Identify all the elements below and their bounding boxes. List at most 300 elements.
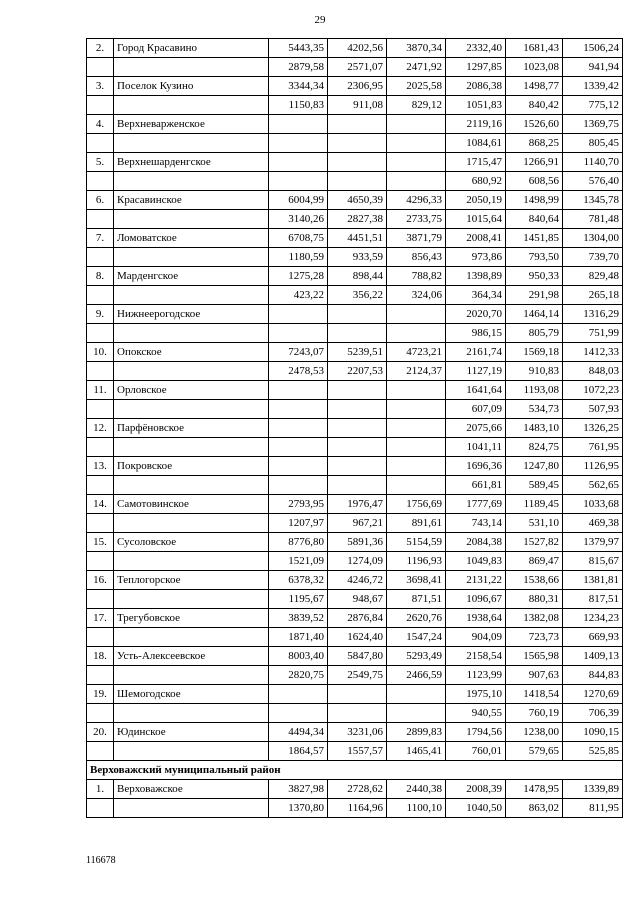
value-cell: 760,01 — [446, 742, 506, 761]
settlement-name: Красавинское — [114, 191, 269, 210]
value-cell — [269, 457, 328, 476]
value-cell: 2793,95 — [269, 495, 328, 514]
value-cell: 1164,96 — [328, 799, 387, 818]
value-cell — [387, 153, 446, 172]
value-cell: 1339,89 — [563, 780, 623, 799]
value-cell: 3839,52 — [269, 609, 328, 628]
row-number: 4. — [87, 115, 114, 134]
value-cell: 1412,33 — [563, 343, 623, 362]
settlement-subrow — [87, 552, 623, 571]
value-cell — [328, 153, 387, 172]
settlement-name — [114, 400, 269, 419]
value-cell: 1051,83 — [446, 96, 506, 115]
value-cell — [269, 305, 328, 324]
value-cell: 2124,37 — [387, 362, 446, 381]
value-cell: 1084,61 — [446, 134, 506, 153]
settlement-name: Нижнеерогодское — [114, 305, 269, 324]
value-cell: 1464,14 — [506, 305, 563, 324]
settlement-row — [87, 229, 623, 248]
value-cell: 948,67 — [328, 590, 387, 609]
value-cell: 1193,08 — [506, 381, 563, 400]
value-cell: 2466,59 — [387, 666, 446, 685]
row-number — [87, 704, 114, 723]
value-cell: 805,79 — [506, 324, 563, 343]
settlement-name: Покровское — [114, 457, 269, 476]
value-cell: 910,83 — [506, 362, 563, 381]
row-number: 3. — [87, 77, 114, 96]
value-cell: 973,86 — [446, 248, 506, 267]
row-number: 7. — [87, 229, 114, 248]
value-cell: 1478,95 — [506, 780, 563, 799]
value-cell: 1040,50 — [446, 799, 506, 818]
settlement-subrow — [87, 666, 623, 685]
value-cell: 1304,00 — [563, 229, 623, 248]
value-cell: 7243,07 — [269, 343, 328, 362]
row-number — [87, 96, 114, 115]
value-cell: 844,83 — [563, 666, 623, 685]
settlement-subrow — [87, 590, 623, 609]
value-cell: 423,22 — [269, 286, 328, 305]
settlement-name: Опокское — [114, 343, 269, 362]
settlement-subrow — [87, 628, 623, 647]
value-cell: 1379,97 — [563, 533, 623, 552]
value-cell — [328, 704, 387, 723]
row-number — [87, 438, 114, 457]
value-cell: 576,40 — [563, 172, 623, 191]
value-cell: 4202,56 — [328, 39, 387, 58]
settlement-subrow — [87, 362, 623, 381]
value-cell: 1624,40 — [328, 628, 387, 647]
value-cell — [269, 476, 328, 495]
value-cell: 869,47 — [506, 552, 563, 571]
settlement-name — [114, 210, 269, 229]
value-cell: 2332,40 — [446, 39, 506, 58]
row-number — [87, 628, 114, 647]
value-cell — [269, 381, 328, 400]
value-cell: 1370,80 — [269, 799, 328, 818]
row-number: 5. — [87, 153, 114, 172]
value-cell — [269, 324, 328, 343]
settlement-name: Поселок Кузино — [114, 77, 269, 96]
value-cell: 933,59 — [328, 248, 387, 267]
settlement-name: Трегубовское — [114, 609, 269, 628]
settlement-name: Марденгское — [114, 267, 269, 286]
value-cell: 2827,38 — [328, 210, 387, 229]
value-cell — [387, 115, 446, 134]
row-number: 17. — [87, 609, 114, 628]
value-cell: 2084,38 — [446, 533, 506, 552]
value-cell: 2131,22 — [446, 571, 506, 590]
value-cell — [387, 685, 446, 704]
value-cell: 775,12 — [563, 96, 623, 115]
value-cell: 1150,83 — [269, 96, 328, 115]
settlement-name: Теплогорское — [114, 571, 269, 590]
value-cell: 1339,42 — [563, 77, 623, 96]
settlement-name — [114, 590, 269, 609]
settlement-row — [87, 647, 623, 666]
value-cell — [269, 400, 328, 419]
settlement-name: Усть-Алексеевское — [114, 647, 269, 666]
value-cell — [387, 476, 446, 495]
value-cell: 2879,58 — [269, 58, 328, 77]
settlement-name: Город Красавино — [114, 39, 269, 58]
value-cell: 1100,10 — [387, 799, 446, 818]
row-number — [87, 476, 114, 495]
value-cell: 2549,75 — [328, 666, 387, 685]
value-cell: 829,12 — [387, 96, 446, 115]
value-cell: 760,19 — [506, 704, 563, 723]
value-cell: 805,45 — [563, 134, 623, 153]
value-cell: 507,93 — [563, 400, 623, 419]
value-cell: 1234,23 — [563, 609, 623, 628]
value-cell — [328, 457, 387, 476]
settlement-name — [114, 742, 269, 761]
value-cell — [387, 419, 446, 438]
settlement-row — [87, 343, 623, 362]
settlement-name — [114, 552, 269, 571]
settlement-name: Орловское — [114, 381, 269, 400]
value-cell — [328, 324, 387, 343]
settlement-row — [87, 723, 623, 742]
value-cell: 1345,78 — [563, 191, 623, 210]
value-cell: 739,70 — [563, 248, 623, 267]
value-cell: 356,22 — [328, 286, 387, 305]
value-cell: 986,15 — [446, 324, 506, 343]
settlement-row — [87, 77, 623, 96]
row-number: 14. — [87, 495, 114, 514]
value-cell: 1938,64 — [446, 609, 506, 628]
value-cell — [269, 115, 328, 134]
value-cell: 793,50 — [506, 248, 563, 267]
document-code: 116678 — [86, 855, 116, 866]
value-cell — [269, 438, 328, 457]
value-cell: 2207,53 — [328, 362, 387, 381]
value-cell: 3871,79 — [387, 229, 446, 248]
settlement-row — [87, 267, 623, 286]
settlement-name: Юдинское — [114, 723, 269, 742]
value-cell: 1498,77 — [506, 77, 563, 96]
value-cell: 761,95 — [563, 438, 623, 457]
row-number: 2. — [87, 39, 114, 58]
value-cell: 1871,40 — [269, 628, 328, 647]
value-cell: 863,02 — [506, 799, 563, 818]
value-cell: 661,81 — [446, 476, 506, 495]
value-cell: 1127,19 — [446, 362, 506, 381]
value-cell: 607,09 — [446, 400, 506, 419]
value-cell — [387, 704, 446, 723]
row-number — [87, 799, 114, 818]
value-cell: 3344,34 — [269, 77, 328, 96]
section-row — [87, 761, 623, 780]
value-cell: 1526,60 — [506, 115, 563, 134]
value-cell: 1297,85 — [446, 58, 506, 77]
settlement-row — [87, 685, 623, 704]
value-cell: 1794,56 — [446, 723, 506, 742]
value-cell: 1266,91 — [506, 153, 563, 172]
value-cell: 1498,99 — [506, 191, 563, 210]
table-body — [87, 39, 623, 818]
value-cell: 824,75 — [506, 438, 563, 457]
settlement-subrow — [87, 704, 623, 723]
value-cell: 3870,34 — [387, 39, 446, 58]
settlement-subrow — [87, 58, 623, 77]
value-cell: 1274,09 — [328, 552, 387, 571]
value-cell: 880,31 — [506, 590, 563, 609]
value-cell: 8003,40 — [269, 647, 328, 666]
row-number: 1. — [87, 780, 114, 799]
value-cell — [328, 134, 387, 153]
value-cell: 5891,36 — [328, 533, 387, 552]
value-cell: 4246,72 — [328, 571, 387, 590]
value-cell: 2020,70 — [446, 305, 506, 324]
settlement-row — [87, 609, 623, 628]
value-cell: 4451,51 — [328, 229, 387, 248]
value-cell: 1975,10 — [446, 685, 506, 704]
value-cell: 1538,66 — [506, 571, 563, 590]
value-cell: 5443,35 — [269, 39, 328, 58]
settlement-name: Шемогодское — [114, 685, 269, 704]
row-number: 8. — [87, 267, 114, 286]
value-cell: 1196,93 — [387, 552, 446, 571]
row-number — [87, 134, 114, 153]
value-cell: 817,51 — [563, 590, 623, 609]
settlement-name: Парфёновское — [114, 419, 269, 438]
value-cell — [328, 400, 387, 419]
row-number: 15. — [87, 533, 114, 552]
settlement-subrow — [87, 514, 623, 533]
value-cell: 3231,06 — [328, 723, 387, 742]
value-cell: 1126,95 — [563, 457, 623, 476]
settlement-name: Верхнешарденгское — [114, 153, 269, 172]
row-number: 6. — [87, 191, 114, 210]
value-cell — [387, 400, 446, 419]
settlement-subrow — [87, 172, 623, 191]
settlement-row — [87, 457, 623, 476]
value-cell: 2899,83 — [387, 723, 446, 742]
value-cell: 2119,16 — [446, 115, 506, 134]
row-number: 13. — [87, 457, 114, 476]
settlement-row — [87, 39, 623, 58]
settlement-subrow — [87, 134, 623, 153]
value-cell: 324,06 — [387, 286, 446, 305]
value-cell: 589,45 — [506, 476, 563, 495]
value-cell: 5154,59 — [387, 533, 446, 552]
value-cell: 1195,67 — [269, 590, 328, 609]
value-cell: 2820,75 — [269, 666, 328, 685]
settlement-name — [114, 476, 269, 495]
settlement-name — [114, 362, 269, 381]
value-cell: 8776,80 — [269, 533, 328, 552]
value-cell: 265,18 — [563, 286, 623, 305]
row-number — [87, 400, 114, 419]
row-number: 9. — [87, 305, 114, 324]
row-number — [87, 172, 114, 191]
value-cell: 1180,59 — [269, 248, 328, 267]
value-cell: 2876,84 — [328, 609, 387, 628]
settlement-row — [87, 381, 623, 400]
value-cell: 1015,64 — [446, 210, 506, 229]
row-number: 16. — [87, 571, 114, 590]
settlement-name: Самотовинское — [114, 495, 269, 514]
value-cell: 1090,15 — [563, 723, 623, 742]
row-number — [87, 514, 114, 533]
row-number — [87, 742, 114, 761]
row-number — [87, 362, 114, 381]
value-cell: 1072,23 — [563, 381, 623, 400]
settlement-name — [114, 799, 269, 818]
value-cell: 911,08 — [328, 96, 387, 115]
value-cell: 940,55 — [446, 704, 506, 723]
value-cell: 1140,70 — [563, 153, 623, 172]
value-cell: 1033,68 — [563, 495, 623, 514]
value-cell: 1316,29 — [563, 305, 623, 324]
value-cell: 1681,43 — [506, 39, 563, 58]
value-cell: 1756,69 — [387, 495, 446, 514]
value-cell: 1565,98 — [506, 647, 563, 666]
settlement-row — [87, 571, 623, 590]
value-cell: 788,82 — [387, 267, 446, 286]
settlement-row — [87, 191, 623, 210]
value-cell — [328, 438, 387, 457]
value-cell — [328, 305, 387, 324]
value-cell: 531,10 — [506, 514, 563, 533]
value-cell — [328, 381, 387, 400]
value-cell: 811,95 — [563, 799, 623, 818]
value-cell: 967,21 — [328, 514, 387, 533]
value-cell: 891,61 — [387, 514, 446, 533]
settlement-subrow — [87, 400, 623, 419]
value-cell: 781,48 — [563, 210, 623, 229]
settlement-subrow — [87, 438, 623, 457]
value-cell — [269, 419, 328, 438]
settlement-name — [114, 438, 269, 457]
settlement-subrow — [87, 210, 623, 229]
value-cell: 4296,33 — [387, 191, 446, 210]
value-cell: 469,38 — [563, 514, 623, 533]
value-cell: 2306,95 — [328, 77, 387, 96]
row-number — [87, 286, 114, 305]
value-cell — [269, 134, 328, 153]
value-cell: 1506,24 — [563, 39, 623, 58]
value-cell: 1382,08 — [506, 609, 563, 628]
value-cell: 1864,57 — [269, 742, 328, 761]
settlement-name — [114, 172, 269, 191]
row-number: 10. — [87, 343, 114, 362]
value-cell — [387, 457, 446, 476]
value-cell: 364,34 — [446, 286, 506, 305]
value-cell: 2440,38 — [387, 780, 446, 799]
value-cell: 1418,54 — [506, 685, 563, 704]
settlement-name: Ломоватское — [114, 229, 269, 248]
value-cell: 1326,25 — [563, 419, 623, 438]
value-cell: 904,09 — [446, 628, 506, 647]
tariff-table — [86, 38, 623, 818]
value-cell: 2733,75 — [387, 210, 446, 229]
value-cell: 1247,80 — [506, 457, 563, 476]
value-cell: 1641,64 — [446, 381, 506, 400]
value-cell: 608,56 — [506, 172, 563, 191]
value-cell: 1238,00 — [506, 723, 563, 742]
settlement-subrow — [87, 742, 623, 761]
row-number: 12. — [87, 419, 114, 438]
value-cell: 1521,09 — [269, 552, 328, 571]
page-number: 29 — [314, 14, 326, 26]
value-cell: 1369,75 — [563, 115, 623, 134]
value-cell: 1275,28 — [269, 267, 328, 286]
value-cell: 2075,66 — [446, 419, 506, 438]
value-cell: 680,92 — [446, 172, 506, 191]
settlement-name — [114, 286, 269, 305]
row-number — [87, 248, 114, 267]
value-cell: 4494,34 — [269, 723, 328, 742]
row-number — [87, 666, 114, 685]
value-cell: 579,65 — [506, 742, 563, 761]
value-cell: 950,33 — [506, 267, 563, 286]
settlement-name — [114, 248, 269, 267]
value-cell: 4723,21 — [387, 343, 446, 362]
value-cell: 5293,49 — [387, 647, 446, 666]
value-cell: 1557,57 — [328, 742, 387, 761]
value-cell: 5239,51 — [328, 343, 387, 362]
row-number: 20. — [87, 723, 114, 742]
value-cell: 941,94 — [563, 58, 623, 77]
value-cell — [328, 172, 387, 191]
settlement-subrow — [87, 248, 623, 267]
value-cell: 2008,41 — [446, 229, 506, 248]
value-cell: 2471,92 — [387, 58, 446, 77]
value-cell: 562,65 — [563, 476, 623, 495]
value-cell — [328, 419, 387, 438]
settlement-subrow — [87, 286, 623, 305]
value-cell: 898,44 — [328, 267, 387, 286]
value-cell: 669,93 — [563, 628, 623, 647]
section-title: Верховажский муниципальный район — [87, 761, 623, 780]
settlement-name: Верховажское — [114, 780, 269, 799]
row-number — [87, 552, 114, 571]
value-cell: 1398,89 — [446, 267, 506, 286]
value-cell: 1483,10 — [506, 419, 563, 438]
row-number — [87, 210, 114, 229]
value-cell — [328, 476, 387, 495]
value-cell: 1207,97 — [269, 514, 328, 533]
value-cell: 1096,67 — [446, 590, 506, 609]
value-cell — [269, 685, 328, 704]
value-cell: 2571,07 — [328, 58, 387, 77]
settlement-name — [114, 58, 269, 77]
value-cell: 2161,74 — [446, 343, 506, 362]
settlement-subrow — [87, 96, 623, 115]
settlement-subrow — [87, 476, 623, 495]
value-cell: 2478,53 — [269, 362, 328, 381]
value-cell: 2025,58 — [387, 77, 446, 96]
settlement-name: Сусоловское — [114, 533, 269, 552]
value-cell — [387, 381, 446, 400]
settlement-row — [87, 495, 623, 514]
value-cell: 2158,54 — [446, 647, 506, 666]
row-number: 11. — [87, 381, 114, 400]
value-cell — [269, 153, 328, 172]
value-cell: 6004,99 — [269, 191, 328, 210]
value-cell: 2008,39 — [446, 780, 506, 799]
value-cell: 1569,18 — [506, 343, 563, 362]
value-cell — [269, 704, 328, 723]
value-cell: 5847,80 — [328, 647, 387, 666]
value-cell: 1777,69 — [446, 495, 506, 514]
value-cell — [387, 134, 446, 153]
value-cell: 534,73 — [506, 400, 563, 419]
value-cell: 2728,62 — [328, 780, 387, 799]
value-cell: 3698,41 — [387, 571, 446, 590]
